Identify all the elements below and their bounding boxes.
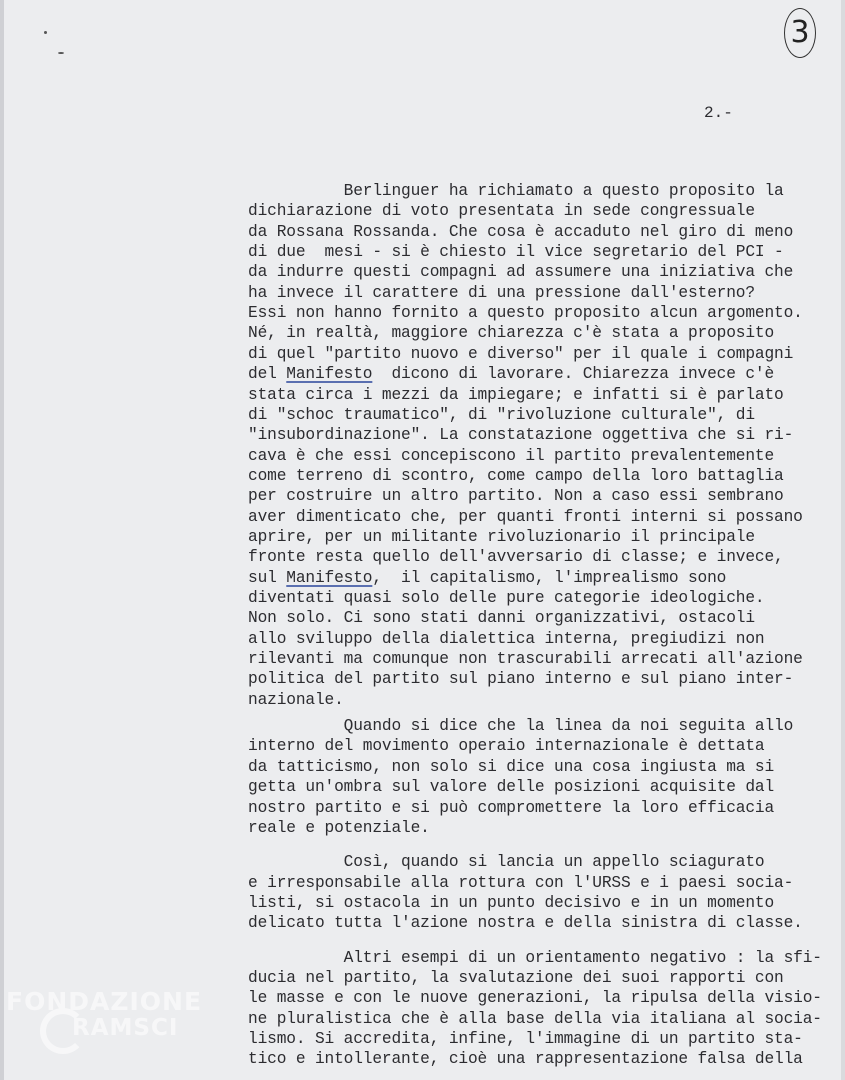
text-line: nazionale. bbox=[248, 691, 344, 709]
text-line: del Manifesto dicono di lavorare. Chiarezza invece c'è bbox=[248, 365, 775, 383]
watermark-line-2: RAMSCI bbox=[72, 1015, 179, 1041]
circled-page-number: 3 bbox=[784, 8, 816, 58]
text-line: stata circa i mezzi da impiegare; e infatti si è parlato bbox=[248, 386, 784, 404]
fondazione-gramsci-watermark bbox=[6, 988, 216, 1068]
watermark-line-1: FONDAZIONE bbox=[6, 987, 203, 1016]
text-line: di quel "partito nuovo e diverso" per il quale i compagni bbox=[248, 345, 794, 363]
text-line: allo sviluppo della dialettica interna, pregiudizi non bbox=[248, 630, 765, 648]
text-line: da indurre questi compagni ad assumere una iniziativa che bbox=[248, 263, 794, 281]
text-line: e irresponsabile alla rottura con l'URSS e i paesi socia- bbox=[248, 874, 794, 892]
text-line: delicato tutta l'azione nostra e della sinistra di classe. bbox=[248, 914, 803, 932]
page-number: 2.- bbox=[704, 104, 733, 122]
text-line: da tatticismo, non solo si dice una cosa ingiusta ma si bbox=[248, 758, 775, 776]
text-line: tico e intollerante, cioè una rappresentazione falsa della bbox=[248, 1050, 803, 1068]
text-line: Berlinguer ha richiamato a questo proposito la bbox=[248, 182, 784, 200]
text-line: da Rossana Rossanda. Che cosa è accaduto nel giro di meno bbox=[248, 223, 794, 241]
text-line: rilevanti ma comunque non trascurabili arrecati all'azione bbox=[248, 650, 803, 668]
text-line: aprire, per un militante rivoluzionario il principale bbox=[248, 528, 755, 546]
text-line: le masse e con le nuove generazioni, la ripulsa della visio- bbox=[248, 989, 822, 1007]
text-line: Essi non hanno fornito a questo proposito alcun argomento. bbox=[248, 304, 803, 322]
page-edge-left bbox=[0, 0, 4, 1080]
text-line: Quando si dice che la linea da noi seguita allo bbox=[248, 717, 794, 735]
text-line: come terreno di scontro, come campo della loro battaglia bbox=[248, 467, 784, 485]
text-line: "insubordinazione". La constatazione oggettiva che si ri- bbox=[248, 426, 794, 444]
text-line: Non solo. Ci sono stati danni organizzativi, ostacoli bbox=[248, 609, 755, 627]
text-line: dichiarazione di voto presentata in sede congressuale bbox=[248, 202, 755, 220]
text-line: ha invece il carattere di una pressione dall'esterno? bbox=[248, 284, 755, 302]
text-line: ducia nel partito, la svalutazione dei suoi rapporti con bbox=[248, 969, 784, 987]
text-line: Né, in realtà, maggiore chiarezza c'è stata a proposito bbox=[248, 324, 775, 342]
text-line: lismo. Si accredita, infine, l'immagine di un partito sta- bbox=[248, 1030, 803, 1048]
ink-speck bbox=[44, 31, 47, 34]
text-line: interno del movimento operaio internazionale è dettata bbox=[248, 737, 765, 755]
ink-speck bbox=[58, 52, 64, 54]
text-line: aver dimenticato che, per quanti fronti interni si possano bbox=[248, 508, 803, 526]
text-line: Altri esempi di un orientamento negativo : la sfi- bbox=[248, 949, 822, 967]
underlined-manifesto: Manifesto bbox=[286, 569, 373, 587]
text-line: cava è che essi concepiscono il partito prevalentemente bbox=[248, 447, 775, 465]
page-edge-right bbox=[841, 0, 845, 1080]
text-line: getta un'ombra sul valore delle posizioni acquisite dal bbox=[248, 778, 775, 796]
text-line: per costruire un altro partito. Non a caso essi sembrano bbox=[248, 487, 784, 505]
text-line: sul Manifesto, il capitalismo, l'imprealismo sono bbox=[248, 569, 727, 587]
underlined-manifesto: Manifesto bbox=[286, 365, 373, 383]
text-line: diventati quasi solo delle pure categorie ideologiche. bbox=[248, 589, 765, 607]
text-line: politica del partito sul piano interno e sul piano inter- bbox=[248, 670, 794, 688]
text-line: di due mesi - si è chiesto il vice segretario del PCI - bbox=[248, 243, 784, 261]
text-line: fronte resta quello dell'avversario di classe; e invece, bbox=[248, 548, 784, 566]
text-line: Così, quando si lancia un appello sciagurato bbox=[248, 853, 765, 871]
text-line: listi, si ostacola in un punto decisivo e in un momento bbox=[248, 894, 775, 912]
text-line: ne pluralistica che è alla base della via italiana al socia- bbox=[248, 1010, 822, 1028]
text-line: reale e potenziale. bbox=[248, 819, 430, 837]
text-line: di "schoc traumatico", di "rivoluzione culturale", di bbox=[248, 406, 755, 424]
text-line: nostro partito e si può compromettere la loro efficacia bbox=[248, 799, 775, 817]
